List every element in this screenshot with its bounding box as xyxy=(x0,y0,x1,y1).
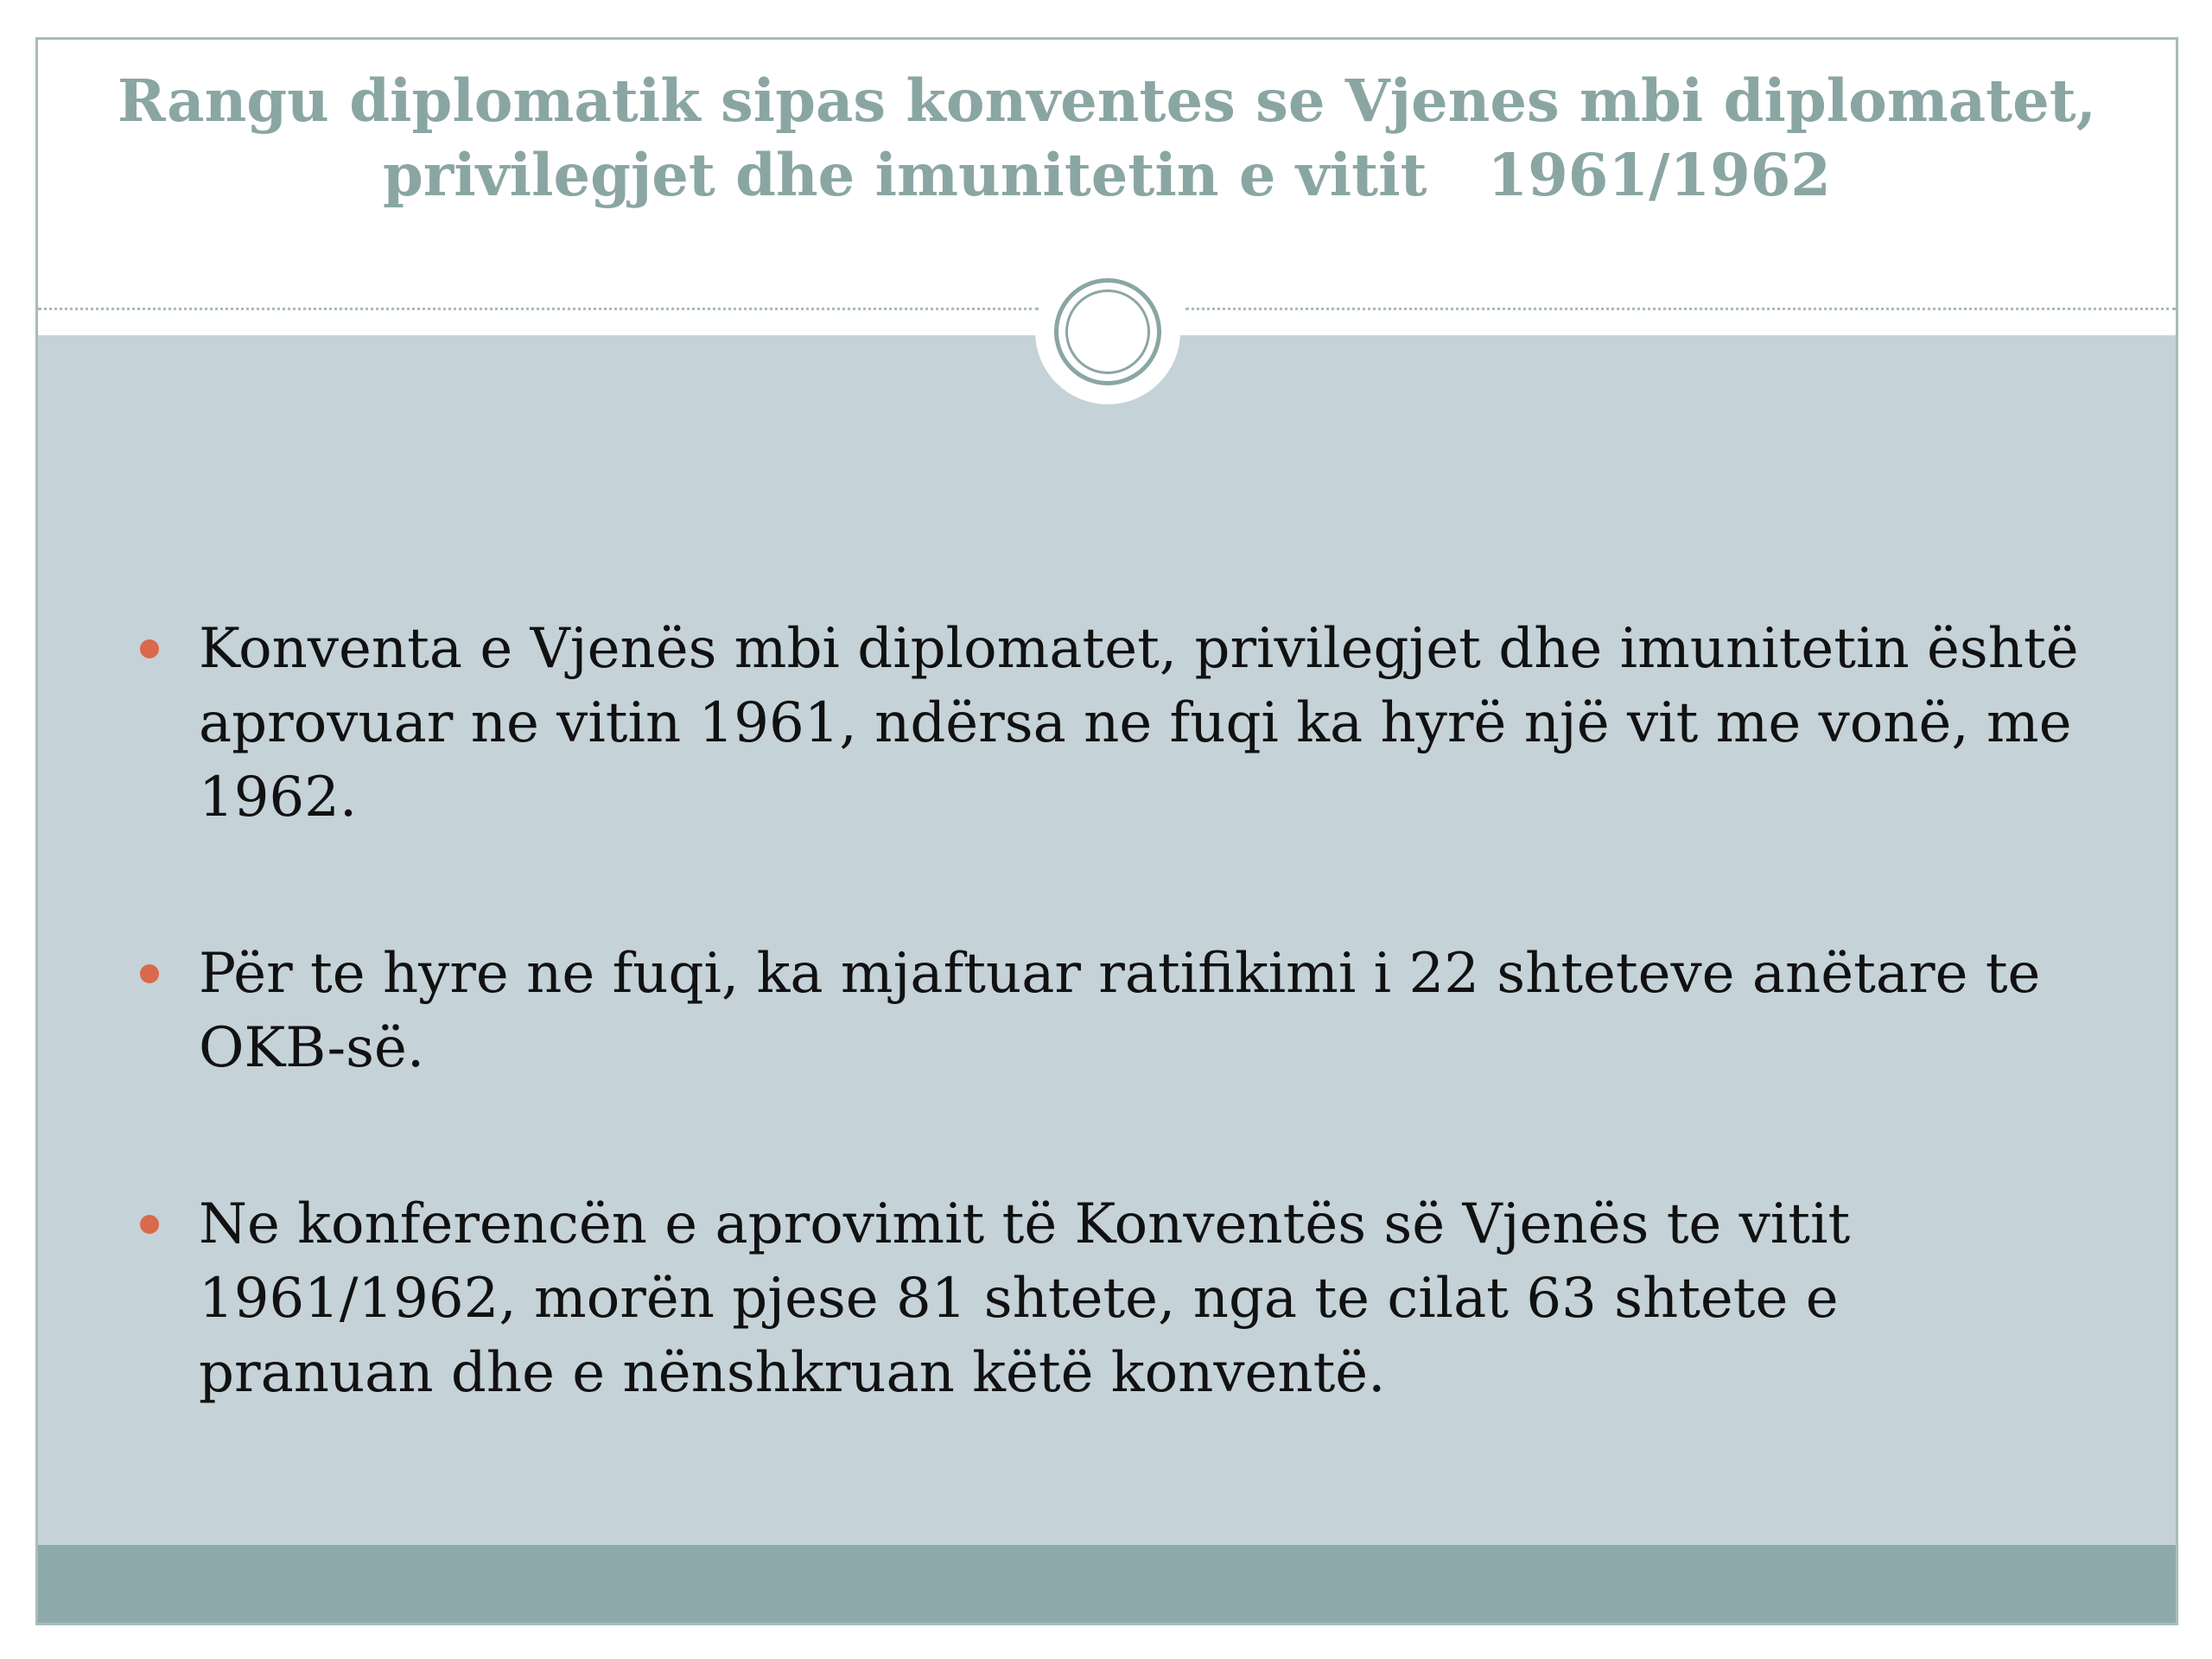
title-divider-left xyxy=(38,308,1039,310)
bullet-item xyxy=(199,612,2081,835)
bullet-text: Ne konferencën e aprovimit të Konventës së Vjenës te vitit 1961/1962, morën pjese 81 shtete, nga te cilat 63 shtete e pranuan dhe e nënshkruan këtë konventë. xyxy=(199,1192,1851,1405)
medallion-ring xyxy=(1054,278,1161,385)
slide xyxy=(35,37,2178,1625)
title-divider-right xyxy=(1185,308,2176,310)
slide-title: Rangu diplomatik sipas konventes se Vjenes mbi diplomatet, privilegjet dhe imunitetin e vitit 1961/1962 xyxy=(117,67,2117,209)
circle-ring-icon xyxy=(1035,259,1180,404)
bullet-item xyxy=(199,1187,2081,1410)
bullet-dot-icon xyxy=(140,964,159,983)
bullet-item xyxy=(199,937,2081,1085)
bullet-dot-icon xyxy=(140,639,159,658)
medallion-inner-ring xyxy=(1065,289,1150,374)
bullet-text: Konventa e Vjenës mbi diplomatet, privilegjet dhe imunitetin është aprovuar ne vitin 1961, ndërsa ne fuqi ka hyrë një vit me vonë, me 1962. xyxy=(199,617,2079,830)
content-area xyxy=(38,335,2176,1590)
bullet-text: Për te hyre ne fuqi, ka mjaftuar ratifikimi i 22 shteteve anëtare te OKB-së. xyxy=(199,942,2041,1080)
bullet-dot-icon xyxy=(140,1215,159,1234)
footer-band xyxy=(38,1545,2176,1623)
bullet-list xyxy=(199,612,2081,1512)
